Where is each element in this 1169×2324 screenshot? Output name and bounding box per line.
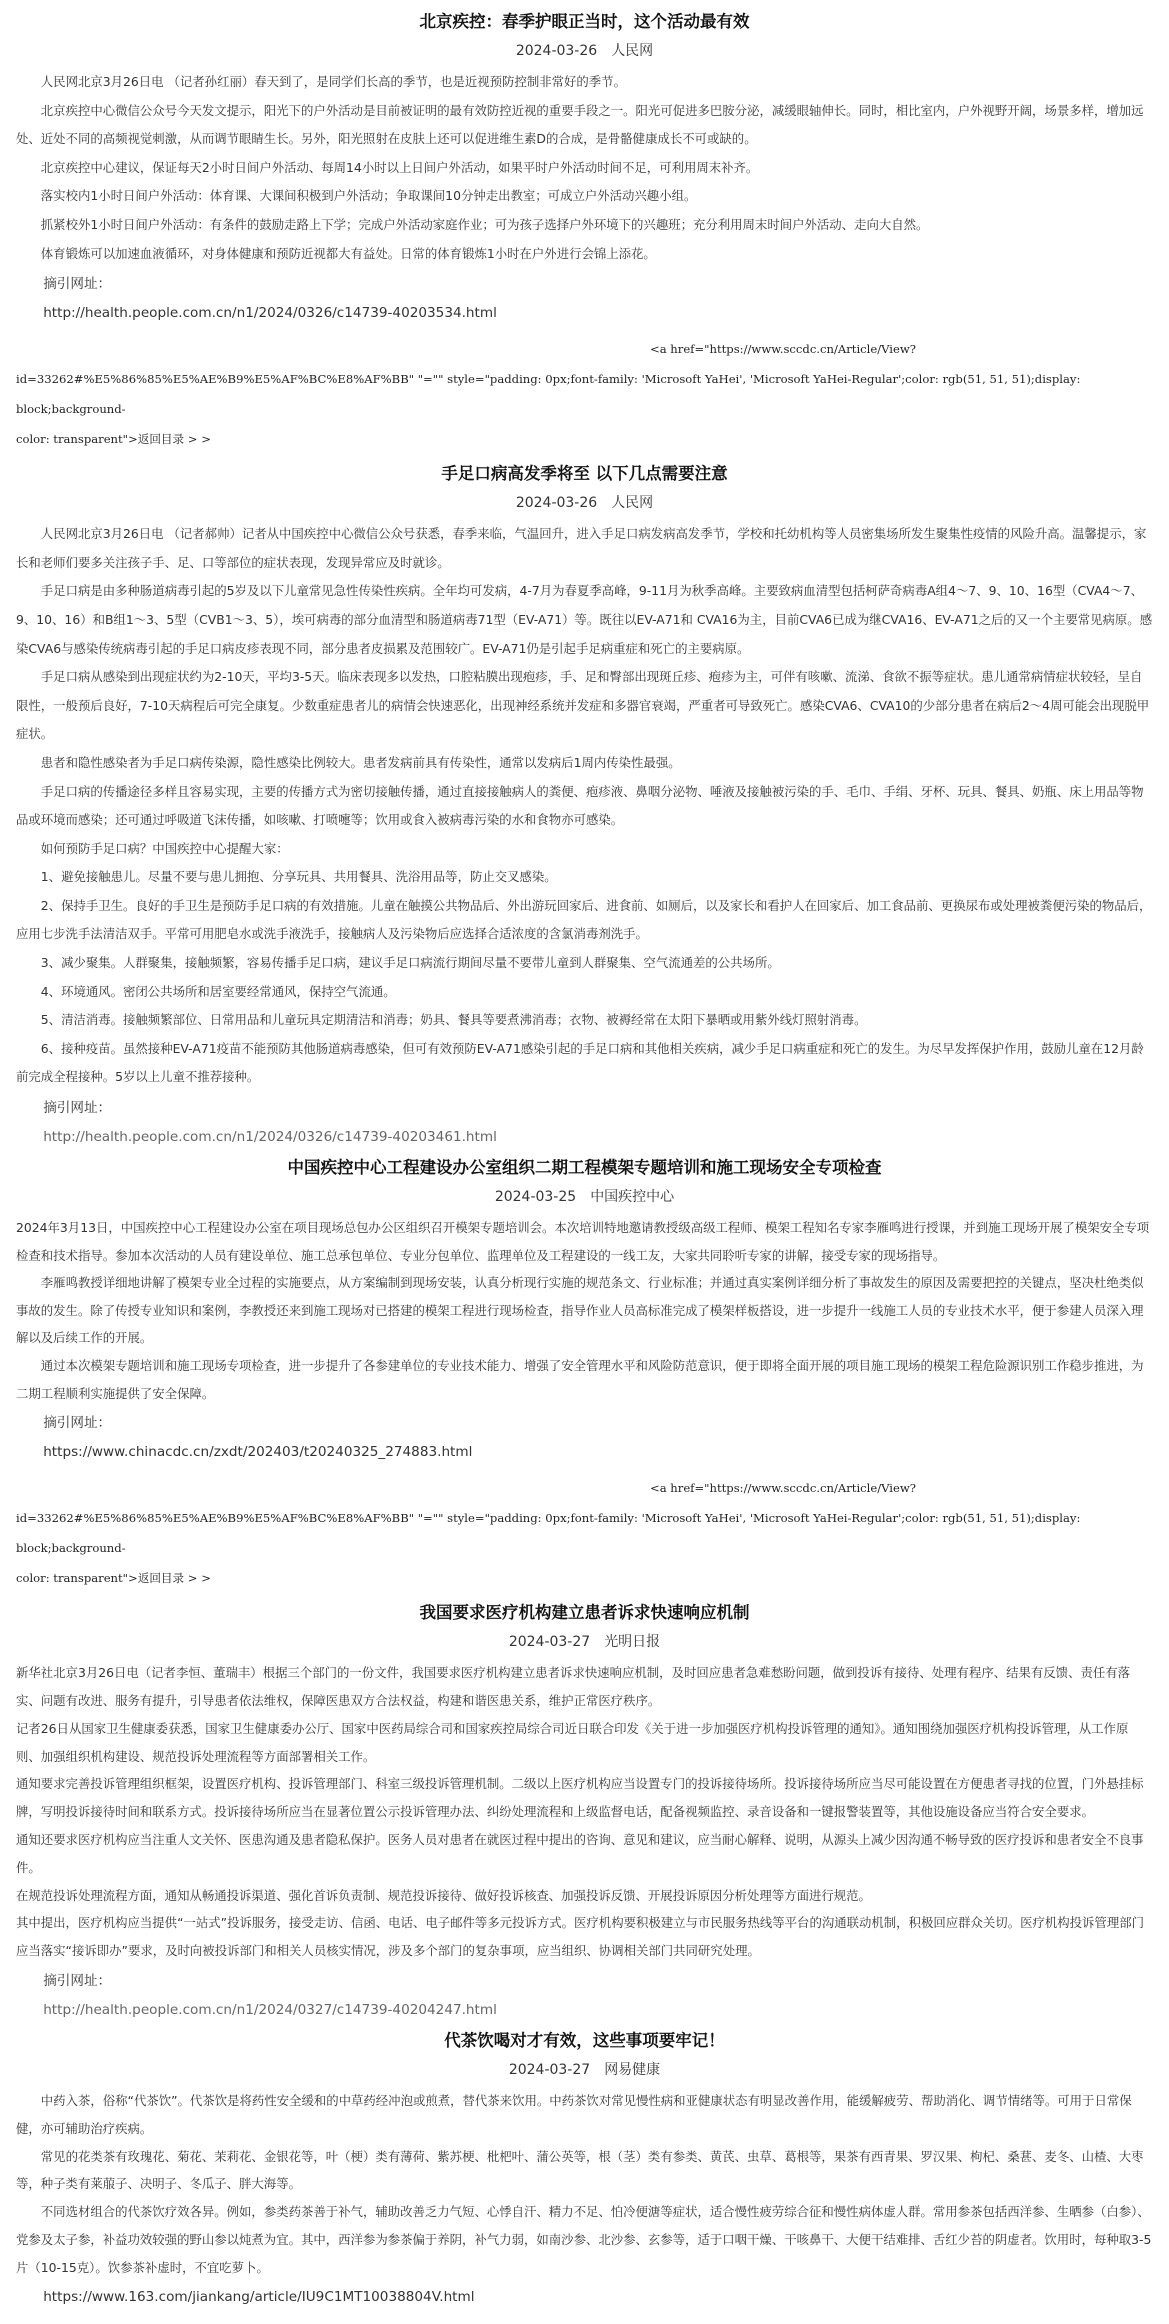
- back-to-toc-link[interactable]: color: transparent">返回目录 > >: [16, 1571, 211, 1586]
- paragraph: 常见的花类茶有玫瑰花、菊花、茉莉花、金银花等，叶（梗）类有薄荷、紫苏梗、枇杷叶、蒲公英等，根（茎）类有参类、黄芪、虫草、葛根等，果茶有西青果、罗汉果、枸杞、桑葚、麦冬、山楂、大枣等，种子类有莱菔子、决明子、冬瓜子、胖大海等。: [16, 2148, 1144, 2192]
- article-source: 人民网: [611, 495, 654, 512]
- article-meta: [16, 38, 1153, 64]
- source-link-label: 摘引网址：: [43, 1415, 112, 1432]
- paragraph: 新华社北京3月26日电（记者李恒、董瑞丰）根据三个部门的一份文件，我国要求医疗机构建立患者诉求快速响应机制，及时回应患者急难愁盼问题，做到投诉有接待、处理有程序、结果有反馈、责任有落实、问题有改进、服务有提升，引导患者依法维权，保障医患双方合法权益，构建和谐医患关系，维护正常医疗秩序。: [16, 1665, 1131, 1708]
- article-meta: [16, 2057, 1153, 2083]
- paragraph: 落实校内1小时日间户外活动：体育课、大课间积极到户外活动；争取课间10分钟走出教室；可成立户外活动兴趣小组。: [40, 188, 697, 204]
- source-link-label: 摘引网址：: [43, 276, 112, 293]
- list-item: 4、环境通风。密闭公共场所和居室要经常通风，保持空气流通。: [40, 983, 396, 999]
- paragraph: 北京疾控中心建议，保证每天2小时日间户外活动、每周14小时以上日间户外活动，如果平时户外活动时间不足，可利用周末补齐。: [40, 159, 759, 175]
- raw-html-line: id=33262#%E5%86%85%E5%AE%B9%E5%AF%BC%E8%AF%BB" "="" style="padding: 0px;font-family: 'Microsoft YaHei', 'Microsoft YaHei-Regular';color: rgb(51, 51, 51);display: block;background-: [16, 372, 1081, 417]
- paragraph: 通知要求完善投诉管理组织框架，设置医疗机构、投诉管理部门、科室三级投诉管理机制。二级以上医疗机构应当设置专门的投诉接待场所。投诉接待场所应当尽可能设置在方便患者寻找的位置，门外悬挂标牌，写明投诉接待时间和联系方式。投诉接待场所应当在显著位置公示投诉管理办法、纠纷处理流程和上级监督电话，配备视频监控、录音设备和一键报警装置等，其他设施设备应当符合安全要求。: [16, 1776, 1144, 1820]
- raw-html-line: id=33262#%E5%86%85%E5%AE%B9%E5%AF%BC%E8%AF%BB" "="" style="padding: 0px;font-family: 'Microsoft YaHei', 'Microsoft YaHei-Regular';color: rgb(51, 51, 51);display: block;background-: [16, 1511, 1081, 1556]
- article-5: [16, 2025, 1153, 2312]
- paragraph: 人民网北京3月26日电 （记者郝帅）记者从中国疾控中心微信公众号获悉，春季来临，气温回升，进入手足口病发病高发季节，学校和托幼机构等人员密集场所发生聚集性疫情的风险升高。温馨提示，家长和老师们要多关注孩子手、足、口等部位的症状表现，发现异常应及时就诊。: [16, 526, 1147, 570]
- paragraph: 手足口病的传播途径多样且容易实现，主要的传播方式为密切接触传播，通过直接接触病人的粪便、疱疹液、鼻咽分泌物、唾液及接触被污染的手、毛巾、手绢、牙杯、玩具、餐具、奶瓶、床上用品等物品或环境而感染；还可通过呼吸道飞沫传播，如咳嗽、打喷嚏等；饮用或食入被病毒污染的水和食物亦可感染。: [16, 783, 1144, 828]
- article-date: 2024-03-25: [494, 1189, 577, 1206]
- source-link[interactable]: http://health.people.com.cn/n1/2024/0327/c14739-40204247.html: [43, 2001, 497, 2018]
- source-link[interactable]: https://www.163.com/jiankang/article/IU9C1MT10038804V.html: [43, 2288, 475, 2305]
- article-title: 代茶饮喝对才有效，这些事项要牢记！: [444, 2030, 725, 2050]
- raw-html-fragment: [16, 1473, 1153, 1593]
- article-date: 2024-03-27: [508, 2061, 591, 2078]
- paragraph: 如何预防手足口病？中国疾控中心提醒大家：: [40, 840, 289, 856]
- article-date: 2024-03-26: [515, 495, 598, 512]
- paragraph: 2024年3月13日，中国疾控中心工程建设办公室在项目现场总包办公区组织召开模架专题培训会。本次培训特地邀请教授级高级工程师、模架工程知名专家李雁鸣进行授课，并到施工现场开展了模架安全专项检查和技术指导。参加本次活动的人员有建设单位、施工总承包单位、专业分包单位、监理单位及工程建设的一线工友，大家共同聆听专家的讲解，接受专家的现场指导。: [16, 1220, 1150, 1263]
- paragraph: 记者26日从国家卫生健康委获悉，国家卫生健康委办公厅、国家中医药局综合司和国家疾控局综合司近日联合印发《关于进一步加强医疗机构投诉管理的通知》。通知围绕加强医疗机构投诉管理，从工作原则、加强组织机构建设、规范投诉处理流程等方面部署相关工作。: [16, 1720, 1129, 1764]
- article-2: [16, 458, 1153, 1152]
- source-link[interactable]: https://www.chinacdc.cn/zxdt/202403/t20240325_274883.html: [43, 1444, 473, 1461]
- article-title: 我国要求医疗机构建立患者诉求快速响应机制: [419, 1603, 750, 1623]
- raw-html-fragment: [16, 334, 1153, 454]
- raw-html-line: <a href="https://www.sccdc.cn/Article/View?: [650, 1481, 917, 1496]
- article-title: 中国疾控中心工程建设办公室组织二期工程模架专题培训和施工现场安全专项检查: [287, 1158, 882, 1178]
- list-item: 2、保持手卫生。良好的手卫生是预防手足口病的有效措施。儿童在触摸公共物品后、外出游玩回家后、进食前、如厕后，以及家长和看护人在回家后、加工食品前、更换尿布或处理被粪便污染的物品后，应用七步洗手法清洁双手。平常可用肥皂水或洗手液洗手，接触病人及污染物后应选择合适浓度的含氯消毒剂洗手。: [16, 897, 1152, 942]
- paragraph: 人民网北京3月26日电 （记者孙红丽）春天到了，是同学们长高的季节，也是近视预防控制非常好的季节。: [40, 74, 626, 89]
- paragraph: 手足口病是由多种肠道病毒引起的5岁及以下儿童常见急性传染性疾病。全年均可发病，4-7月为春夏季高峰，9-11月为秋季高峰。主要致病血清型包括柯萨奇病毒A组4～7、9、10、16型（CVA4～7、9、10、16）和B组1～3、5型（CVB1～3、5），埃可病毒的部分血清型和肠道病毒71型（EV-A71）等。既往以EV-A71和 CVA16为主，目前CVA6已成为继CVA16、EV-A71之后的又一个主要常见病原。感染CVA6与感染传统病毒引起的手足口病皮疹表现不同，部分患者皮损累及范围较广。EV-A71仍是引起手足病重症和死亡的主要病原。: [16, 583, 1153, 656]
- list-item: 6、接种疫苗。虽然接种EV-A71疫苗不能预防其他肠道病毒感染，但可有效预防EV-A71感染引起的手足口病和其他相关疾病，减少手足口病重症和死亡的发生。为尽早发挥保护作用，鼓励儿童在12月龄前完成全程接种。5岁以上儿童不推荐接种。: [16, 1040, 1144, 1085]
- paragraph: 手足口病从感染到出现症状约为2-10天，平均3-5天。临床表现多以发热，口腔粘膜出现疱疹，手、足和臀部出现斑丘疹、疱疹为主，可伴有咳嗽、流涕、食欲不振等症状。患儿通常病情症状较轻，呈自限性，一般预后良好，7-10天病程后可完全康复。少数重症患者儿的病情会快速恶化，出现神经系统并发症和多器官衰竭，严重者可导致死亡。感染CVA6、CVA10的少部分患者在病后2～4周可能会出现脱甲症状。: [16, 669, 1150, 742]
- source-link-label: 摘引网址：: [43, 1100, 112, 1117]
- article-date: 2024-03-26: [515, 43, 598, 59]
- paragraph: 中药入茶，俗称“代茶饮”。代茶饮是将药性安全缓和的中草药经冲泡或煎煮，替代茶来饮用。中药茶饮对常见慢性病和亚健康状态有明显改善作用，能缓解疲劳、帮助消化、调节情绪等。可用于日常保健，亦可辅助治疗疾病。: [16, 2092, 1132, 2136]
- paragraph: 体育锻炼可以加速血液循环，对身体健康和预防近视都大有益处。日常的体育锻炼1小时在户外进行会锦上添花。: [40, 245, 656, 261]
- list-item: 5、清洁消毒。接触频繁部位、日常用品和儿童玩具定期清洁和消毒；奶具、餐具等要煮沸消毒；衣物、被褥经常在太阳下暴晒或用紫外线灯照射消毒。: [40, 1012, 867, 1028]
- article-date: 2024-03-27: [508, 1634, 591, 1651]
- article-source: 中国疾控中心: [590, 1189, 675, 1206]
- article-meta: [16, 1629, 1153, 1655]
- article-4: [16, 1597, 1153, 2025]
- paragraph: 其中提出，医疗机构应当提供“一站式”投诉服务，接受走访、信函、电话、电子邮件等多元投诉方式。医疗机构要积极建立与市民服务热线等平台的沟通联动机制，积极回应群众关切。医疗机构投诉管理部门应当落实“接诉即办”要求，及时向被投诉部门和相关人员核实情况，涉及多个部门的复杂事项，应当组织、协调相关部门共同研究处理。: [16, 1915, 1144, 1959]
- paragraph: 李雁鸣教授详细地讲解了模架专业全过程的实施要点，从方案编制到现场安装，认真分析现行实施的规范条文、行业标准；并通过真实案例详细分析了事故发生的原因及需要把控的关键点，坚决杜绝类似事故的发生。除了传授专业知识和案例，李教授还来到施工现场对已搭建的模架工程进行现场检查，指导作业人员高标准完成了模架样板搭设，进一步提升一线施工人员的专业技术水平，便于参建人员深入理解以及后续工作的开展。: [16, 1275, 1144, 1346]
- paragraph: 通知还要求医疗机构应当注重人文关怀、医患沟通及患者隐私保护。医务人员对患者在就医过程中提出的咨询、意见和建议，应当耐心解释、说明，从源头上减少因沟通不畅导致的医疗投诉和患者安全不良事件。: [16, 1831, 1144, 1875]
- source-link[interactable]: http://health.people.com.cn/n1/2024/0326/c14739-40203461.html: [43, 1129, 497, 1146]
- paragraph: 在规范投诉处理流程方面，通知从畅通投诉渠道、强化首诉负责制、规范投诉接待、做好投诉核查、加强投诉反馈、开展投诉原因分析处理等方面进行规范。: [16, 1887, 871, 1903]
- article-source: 人民网: [611, 43, 654, 59]
- source-link[interactable]: http://health.people.com.cn/n1/2024/0326/c14739-40203534.html: [43, 305, 497, 322]
- list-item: 3、减少聚集。人群聚集，接触频繁，容易传播手足口病，建议手足口病流行期间尽量不要带儿童到人群聚集、空气流通差的公共场所。: [40, 955, 780, 971]
- article-source: 光明日报: [604, 1634, 661, 1651]
- paragraph: 患者和隐性感染者为手足口病传染源，隐性感染比例较大。患者发病前具有传染性，通常以发病后1周内传染性最强。: [40, 754, 681, 770]
- paragraph: 通过本次模架专题培训和施工现场专项检查，进一步提升了各参建单位的专业技术能力、增强了安全管理水平和风险防范意识，便于即将全面开展的项目施工现场的模架工程危险源识别工作稳步推进，为二期工程顺利实施提供了安全保障。: [16, 1358, 1144, 1401]
- article-title: 手足口病高发季将至 以下几点需要注意: [441, 464, 728, 484]
- article-source: 网易健康: [604, 2061, 661, 2078]
- back-to-toc-link[interactable]: color: transparent">返回目录 > >: [16, 432, 211, 447]
- list-item: 1、避免接触患儿。尽量不要与患儿拥抱、分享玩具、共用餐具、洗浴用品等，防止交叉感染。: [40, 869, 557, 885]
- document-page: [16, 0, 1153, 2312]
- article-meta: [16, 1184, 1153, 1210]
- article-meta: [16, 490, 1153, 516]
- paragraph: 北京疾控中心微信公众号今天发文提示，阳光下的户外活动是目前被证明的最有效防控近视的重要手段之一。阳光可促进多巴胺分泌，减缓眼轴伸长。同时，相比室内，户外视野开阔，场景多样，增加远处、近处不同的高频视觉刺激，从而调节眼睛生长。另外，阳光照射在皮肤上还可以促进维生素D的合成，是骨骼健康成长不可或缺的。: [16, 102, 1144, 147]
- raw-html-line: <a href="https://www.sccdc.cn/Article/View?: [650, 342, 917, 357]
- paragraph: 不同选材组合的代茶饮疗效各异。例如，参类药茶善于补气，辅助改善乏力气短、心悸自汗、精力不足、怕冷便溏等症状，适合慢性疲劳综合征和慢性病体虚人群。常用参茶包括西洋参、生晒参（白参）、党参及太子参，补益功效较强的野山参以炖煮为宜。其中，西洋参为参茶偏于养阴，补气力弱，如南沙参、北沙参、玄参等，适于口咽干燥、干咳鼻干、大便干结难排、舌红少苔的阴虚者。饮用时，每种取3-5片（10-15克）。饮参茶补虚时，不宜吃萝卜。: [16, 2204, 1152, 2275]
- paragraph: 抓紧校外1小时日间户外活动：有条件的鼓励走路上下学；完成户外活动家庭作业；可为孩子选择户外环境下的兴趣班；充分利用周末时间户外活动、走向大自然。: [40, 216, 929, 232]
- source-link-label: 摘引网址：: [43, 1972, 112, 1989]
- article-title: 北京疾控：春季护眼正当时，这个活动最有效: [419, 12, 750, 31]
- article-1: [16, 6, 1153, 328]
- article-3: [16, 1152, 1153, 1467]
